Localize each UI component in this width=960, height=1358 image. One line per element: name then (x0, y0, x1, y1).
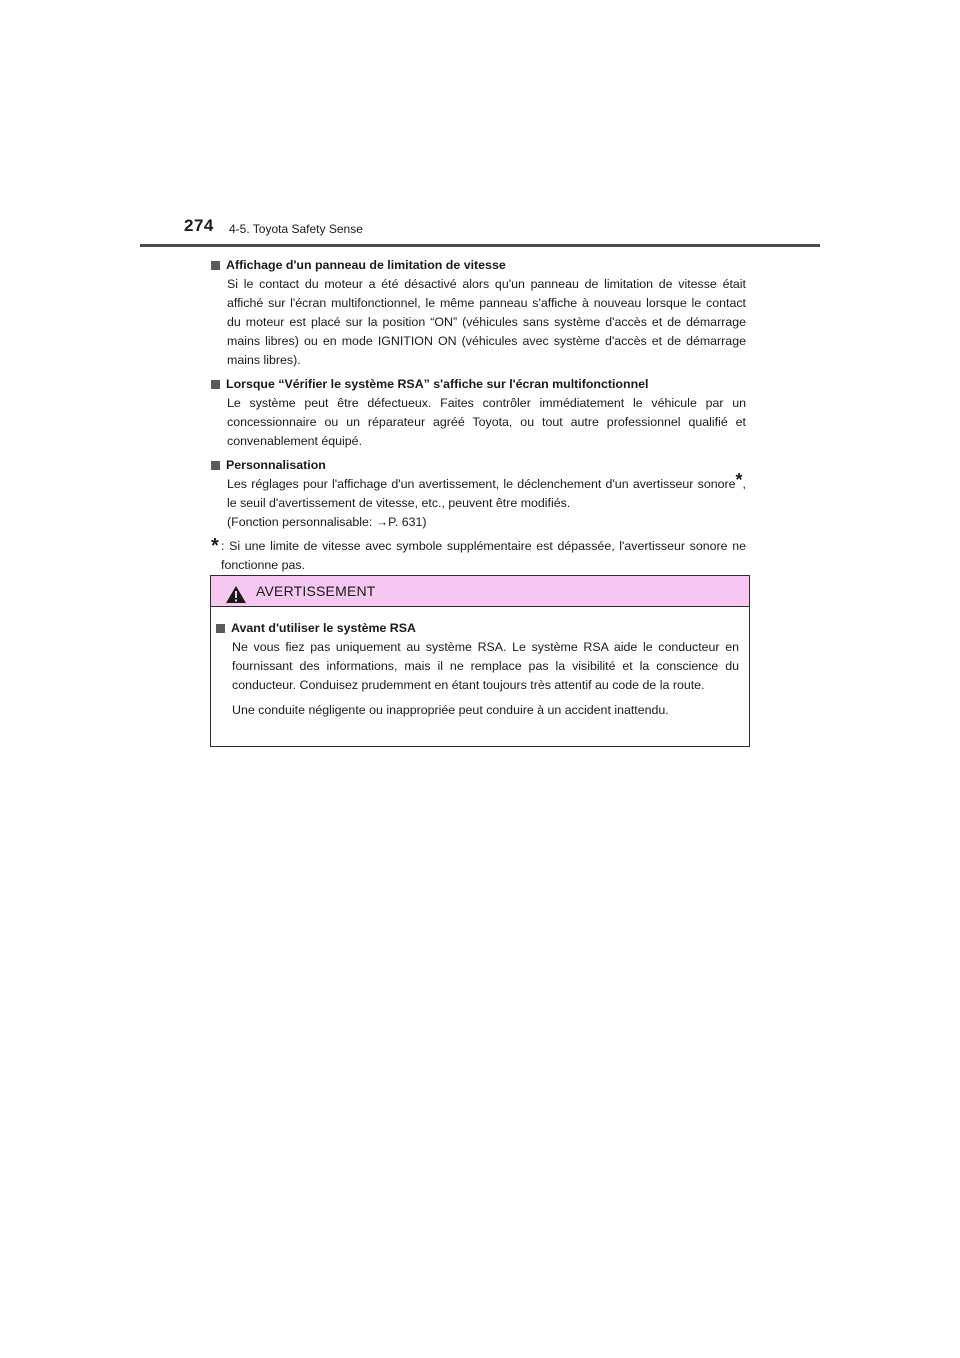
section-body: Le système peut être défectueux. Faites contrôler immédiatement le véhicule par un concessionnaire ou un réparateur agréé Toyota, ou tout autre professionnel qualifié et convenablement équipé. (227, 396, 746, 448)
heading-text: Personnalisation (226, 458, 326, 472)
custom-function-reference[interactable]: (Fonction personnalisable: →P. 631) (227, 515, 427, 529)
section-speed-sign-display (211, 256, 746, 370)
section-heading (211, 456, 746, 475)
footnote (211, 537, 746, 575)
heading-text: Lorsque “Vérifier le système RSA” s'affiche sur l'écran multifonctionnel (226, 377, 649, 391)
section-body: Si le contact du moteur a été désactivé alors qu'un panneau de limitation de vitesse était affiché sur l'écran multifonctionnel, le même panneau s'affiche à nouveau lorsque le contact du moteur est placé sur la position “ON” (véhicules sans système d'accès et de démarrage mains libres) ou en mode IGNITION ON (véhicules avec système d'accès et de démarrage mains libres). (227, 277, 746, 367)
section-body (211, 469, 746, 532)
section-title: 4-5. Toyota Safety Sense (229, 222, 363, 236)
header-rule (140, 244, 820, 247)
section-heading (211, 375, 746, 394)
warning-header (211, 576, 749, 607)
warning-paragraph: Ne vous fiez pas uniquement au système RSA. Le système RSA aide le conducteur en fournissant des informations, mais il ne remplace pas la visibilité et la conscience du conducteur. Conduisez prudemment en étant toujours très attentif au code de la route. (232, 640, 739, 692)
body-text-pre: Les réglages pour l'affichage d'un avertissement, le déclenchement d'un avertisseur sonore (227, 477, 736, 491)
footnote-asterisk: * (211, 535, 219, 557)
main-content (211, 256, 746, 575)
body-text-post: , le seuil d'avertissement de vitesse, etc., peuvent être modifiés. (227, 477, 746, 510)
section-heading (211, 256, 746, 275)
footnote-text: : Si une limite de vitesse avec symbole supplémentaire est dépassée, l'avertisseur sonore ne fonctionne pas. (221, 539, 746, 572)
square-bullet-icon (211, 461, 220, 470)
square-bullet-icon (216, 624, 225, 633)
warning-body (211, 607, 749, 720)
warning-box (210, 575, 750, 747)
section-rsa-check-message (211, 375, 746, 451)
square-bullet-icon (211, 380, 220, 389)
warning-heading (216, 619, 739, 638)
heading-text: Affichage d'un panneau de limitation de vitesse (226, 258, 506, 272)
warning-heading-text: Avant d'utiliser le système RSA (231, 621, 416, 635)
warning-title: AVERTISSEMENT (256, 583, 376, 599)
page-number: 274 (184, 216, 214, 235)
section-personalisation (211, 456, 746, 532)
asterisk-mark: * (735, 469, 743, 490)
warning-paragraph: Une conduite négligente ou inappropriée peut conduire à un accident inattendu. (232, 703, 669, 717)
warning-triangle-icon (225, 585, 247, 604)
square-bullet-icon (211, 261, 220, 270)
